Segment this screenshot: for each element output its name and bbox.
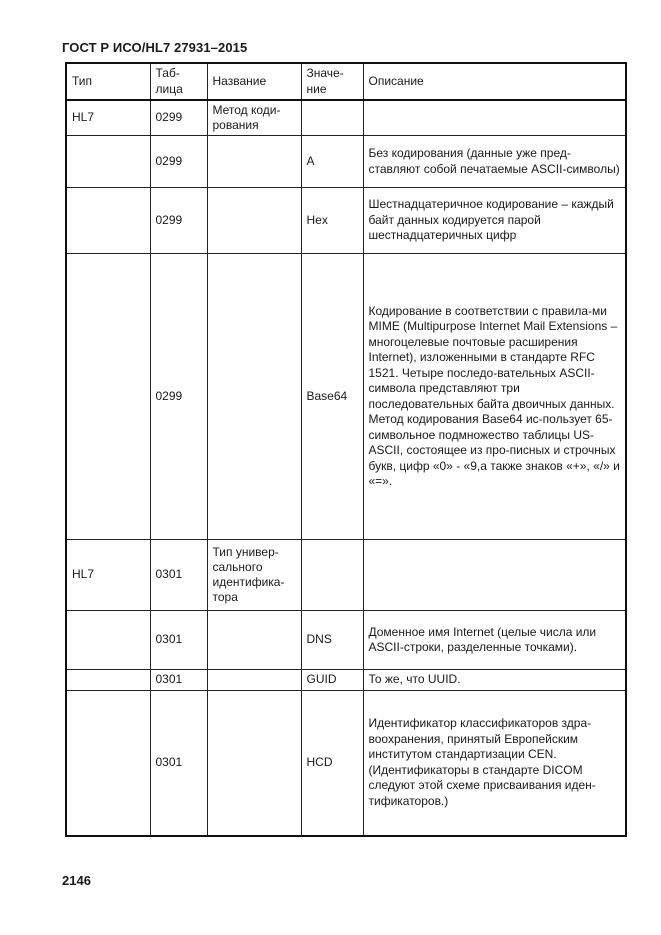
cell-type xyxy=(66,136,150,188)
cell-table: 0299 xyxy=(150,100,207,136)
cell-type xyxy=(66,188,150,254)
header-description-label: Описание xyxy=(368,73,424,88)
header-description xyxy=(363,63,626,100)
cell-name xyxy=(207,691,301,836)
cell-value: HCD xyxy=(301,691,363,836)
cell-table: 0301 xyxy=(150,691,207,836)
cell-description xyxy=(363,100,626,136)
header-table-label: Таб- лица xyxy=(155,66,183,96)
document-title: ГОСТ Р ИСО/HL7 27931–2015 xyxy=(62,40,248,55)
cell-name-text: Тип универ- сального идентифика- тора xyxy=(212,545,285,604)
header-name-label: Название xyxy=(212,73,267,88)
cell-name xyxy=(207,136,301,188)
cell-value: Base64 xyxy=(301,254,363,540)
cell-description: Идентификатор классификаторов здра-воохранения, принятый Европейским институтом стандартизации CEN. (Идентификаторы в стандарте DICOM следуют этой схеме присваивания иден-тификаторов.) xyxy=(363,691,626,836)
header-value-label: Значе- ние xyxy=(306,66,344,96)
cell-name xyxy=(207,670,301,691)
cell-name xyxy=(207,611,301,670)
table-row xyxy=(66,254,626,540)
cell-value: DNS xyxy=(301,611,363,670)
table-header-row xyxy=(66,63,626,100)
cell-table: 0301 xyxy=(150,670,207,691)
header-name xyxy=(207,63,301,100)
cell-value xyxy=(301,100,363,136)
cell-table: 0299 xyxy=(150,136,207,188)
cell-value xyxy=(301,540,363,611)
table-row xyxy=(66,670,626,691)
cell-description: Без кодирования (данные уже пред-ставляют собой печатаемые ASCII-символы) xyxy=(363,136,626,188)
table-row xyxy=(66,691,626,836)
cell-type xyxy=(66,611,150,670)
header-table xyxy=(150,63,207,100)
cell-table: 0301 xyxy=(150,611,207,670)
cell-type: HL7 xyxy=(66,100,150,136)
cell-name-text: Метод коди- рования xyxy=(212,103,281,132)
cell-value: Hex xyxy=(301,188,363,254)
cell-table: 0299 xyxy=(150,254,207,540)
cell-type xyxy=(66,691,150,836)
cell-description: Доменное имя Internet (целые числа или ASCII-строки, разделенные точками). xyxy=(363,611,626,670)
header-value xyxy=(301,63,363,100)
cell-name xyxy=(207,254,301,540)
cell-name xyxy=(207,188,301,254)
cell-type xyxy=(66,254,150,540)
cell-table: 0299 xyxy=(150,188,207,254)
cell-type: HL7 xyxy=(66,540,150,611)
cell-description: Кодирование в соответствии с правила-ми MIME (Multipurpose Internet Mail Extensions – многоцелевые почтовые расширения Internet), изложенными в стандарте RFC 1521. Четыре последо-вательных ASCII-символа представляют три последовательных байта двоичных данных. Метод кодирования Base64 ис-пользует 65-символьное подмножество таблицы US-ASCII, состоящее из про-писных и строчных букв, цифр «0» - «9,а также знаков «+», «/» и «=». xyxy=(363,254,626,540)
cell-value: A xyxy=(301,136,363,188)
table-row xyxy=(66,611,626,670)
cell-table: 0301 xyxy=(150,540,207,611)
cell-name xyxy=(207,540,301,611)
table-row xyxy=(66,188,626,254)
cell-value: GUID xyxy=(301,670,363,691)
table-row xyxy=(66,136,626,188)
page-number: 2146 xyxy=(62,873,91,888)
table-row xyxy=(66,540,626,611)
cell-type xyxy=(66,670,150,691)
cell-name xyxy=(207,100,301,136)
cell-description xyxy=(363,540,626,611)
table-row xyxy=(66,100,626,136)
cell-description: То же, что UUID. xyxy=(363,670,626,691)
header-type xyxy=(66,63,150,100)
code-table xyxy=(65,62,627,837)
cell-description: Шестнадцатеричное кодирование – каждый байт данных кодируется парой шестнадцатеричных цифр xyxy=(363,188,626,254)
header-type-label: Тип xyxy=(72,73,93,88)
